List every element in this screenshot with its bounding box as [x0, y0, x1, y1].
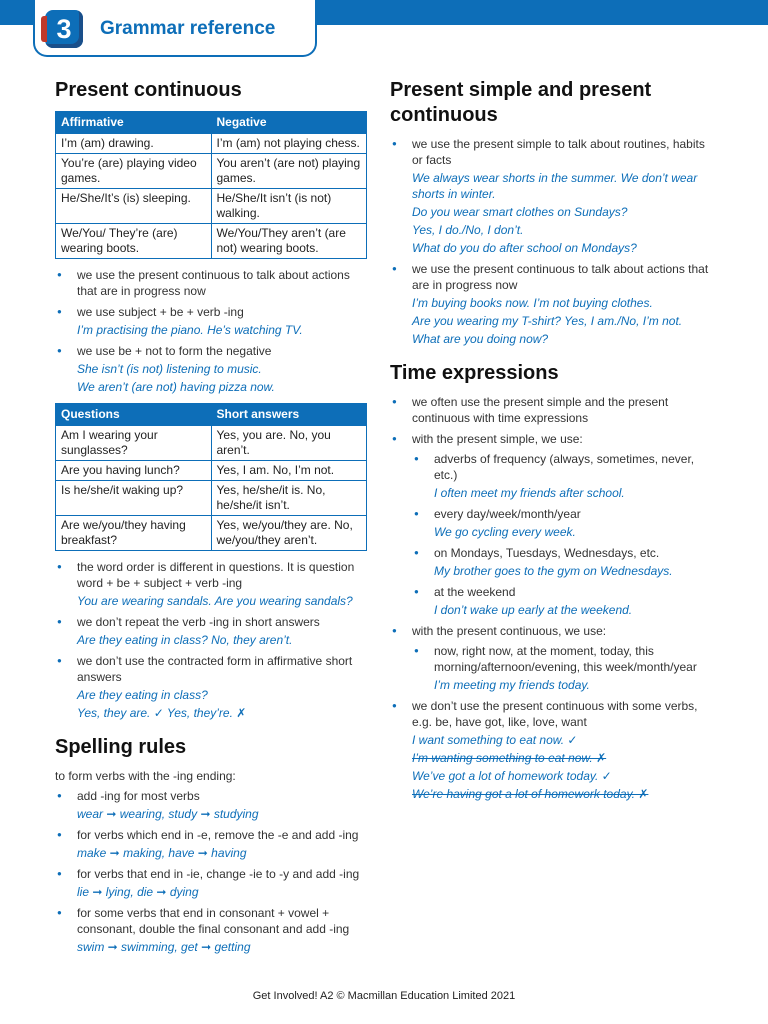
list-item: ● we don’t use the contracted form in affirmative short answers Are they eating in class? Yes, they are. ✓ Yes, they’re. ✗: [55, 653, 367, 721]
bullet-list: [55, 267, 367, 395]
example-incorrect: We’re having got a lot of homework today. ✗: [412, 787, 649, 801]
example: I don’t wake up early at the weekend.: [434, 603, 633, 617]
example: We go cycling every week.: [434, 525, 576, 539]
section-heading-simple-vs-continuous: Present simple and present continuous: [390, 79, 652, 126]
example: Do you wear smart clothes on Sundays?: [412, 205, 628, 219]
section-heading-spelling-rules: Spelling rules: [55, 736, 187, 758]
bullet-list: [390, 394, 710, 802]
section-heading-time-expressions: Time expressions: [390, 362, 559, 384]
example: I’m buying books now. I’m not buying clothes.: [412, 296, 653, 310]
example: Are you wearing my T-shirt? Yes, I am./No, I’m not.: [412, 314, 683, 328]
example: Are they eating in class?: [77, 688, 208, 702]
list-item: ● for verbs which end in -e, remove the -e and add -ing make ➞ making, have ➞ having: [55, 827, 367, 861]
bullet-list: [390, 136, 710, 347]
sub-list: [412, 451, 710, 618]
sub-list-item: ● on Mondays, Tuesdays, Wednesdays, etc. My brother goes to the gym on Wednesdays.: [412, 545, 710, 579]
table-row: [56, 224, 367, 259]
table-cell: He/She/It’s (is) sleeping.: [56, 189, 212, 224]
table-cell: I’m (am) not playing chess.: [211, 134, 367, 154]
table-cell: He/She/It isn’t (is not) walking.: [211, 189, 367, 224]
bullet-list: [55, 788, 367, 955]
table-row: [56, 516, 367, 551]
list-item: ● with the present continuous, we use: ● now, right now, at the moment, today, this morning/afternoon/evening, this week/month/year I’m meeting my friends today.: [390, 623, 710, 693]
page-footer: Get Involved! A2 © Macmillan Education Limited 2021: [252, 990, 516, 1002]
list-item: ● the word order is different in questions. It is question word + be + subject + verb -ing You are wearing sandals. Are you wearing sandals?: [55, 559, 367, 609]
table-row: [56, 461, 367, 481]
example: I’m meeting my friends today.: [434, 678, 590, 692]
table-row: [56, 154, 367, 189]
table-cell: You’re (are) playing video games.: [56, 154, 212, 189]
table-cell: Yes, I am. No, I’m not.: [211, 461, 367, 481]
list-item: ● add -ing for most verbs wear ➞ wearing, study ➞ studying: [55, 788, 367, 822]
list-item: ● for some verbs that end in consonant + vowel + consonant, double the final consonant and add -ing swim ➞ swimming, get ➞ getting: [55, 905, 367, 955]
table-header: Short answers: [211, 404, 367, 426]
example: My brother goes to the gym on Wednesdays.: [434, 564, 673, 578]
list-item: ● we don’t repeat the verb -ing in short answers Are they eating in class? No, they aren’t.: [55, 614, 367, 648]
example: We always wear shorts in the summer. We don’t wear shorts in winter.: [412, 171, 698, 201]
table-header: Negative: [211, 112, 367, 134]
example-incorrect: I’m wanting something to eat now. ✗: [412, 751, 607, 765]
example: wear ➞ wearing, study ➞ studying: [77, 807, 259, 821]
table-cell: We/You/They aren’t (are not) wearing boots.: [211, 224, 367, 259]
bullet-list: [55, 559, 367, 721]
table-cell: Yes, you are. No, you aren’t.: [211, 426, 367, 461]
list-item: ● we don’t use the present continuous with some verbs, e.g. be, have got, like, love, want I want something to eat now. ✓ I’m wanting something to eat now. ✗ We’ve got a lot of homework today. ✓ We’re having got a lot of homework today. ✗: [390, 698, 710, 802]
example: What do you do after school on Mondays?: [412, 241, 637, 255]
table-cell: Am I wearing your sunglasses?: [56, 426, 212, 461]
left-column: [55, 78, 367, 960]
example: Are they eating in class? No, they aren’t.: [77, 633, 293, 647]
table-header: Questions: [56, 404, 212, 426]
table-row: [56, 426, 367, 461]
table-row: [56, 189, 367, 224]
table-cell: Is he/she/it waking up?: [56, 481, 212, 516]
affirmative-negative-table: [55, 111, 367, 259]
questions-short-answers-table: [55, 403, 367, 551]
table-cell: We/You/ They’re (are) wearing boots.: [56, 224, 212, 259]
example: You are wearing sandals. Are you wearing sandals?: [77, 594, 353, 608]
list-item: ● we use subject + be + verb -ing I’m practising the piano. He’s watching TV.: [55, 304, 367, 338]
example: She isn’t (is not) listening to music.: [77, 362, 262, 376]
list-item: ● we use the present continuous to talk about actions that are in progress now I’m buying books now. I’m not buying clothes. Are you wearing my T-shirt? Yes, I am./No, I’m not. What are you doing now?: [390, 261, 710, 347]
example: We aren’t (are not) having pizza now.: [77, 380, 275, 394]
table-row: [56, 134, 367, 154]
table-cell: Are we/you/they having breakfast?: [56, 516, 212, 551]
example: I often meet my friends after school.: [434, 486, 625, 500]
table-cell: You aren’t (are not) playing games.: [211, 154, 367, 189]
example: Yes, they are. ✓ Yes, they’re. ✗: [77, 706, 247, 720]
unit-number-badge: 3: [45, 10, 83, 48]
table-cell: Are you having lunch?: [56, 461, 212, 481]
unit-header: [33, 0, 317, 57]
list-item: ● we often use the present simple and the present continuous with time expressions: [390, 394, 710, 426]
table-cell: Yes, he/she/it is. No, he/she/it isn’t.: [211, 481, 367, 516]
table-header-row: [56, 112, 367, 134]
sub-list-item: ● every day/week/month/year We go cycling every week.: [412, 506, 710, 540]
right-column: [390, 78, 710, 807]
sub-list: [412, 643, 710, 693]
table-cell: Yes, we/you/they are. No, we/you/they aren’t.: [211, 516, 367, 551]
table-header-row: [56, 404, 367, 426]
sub-list-item: ● at the weekend I don’t wake up early at the weekend.: [412, 584, 710, 618]
example: I want something to eat now. ✓: [412, 733, 578, 747]
sub-list-item: ● now, right now, at the moment, today, this morning/afternoon/evening, this week/month/year I’m meeting my friends today.: [412, 643, 710, 693]
example: lie ➞ lying, die ➞ dying: [77, 885, 199, 899]
list-item: ● with the present simple, we use: ● adverbs of frequency (always, sometimes, never, etc.) I often meet my friends after school. ● every day/week/month/year We go cycling every week. ● on Mondays, Tuesdays, Wednesdays, etc. My brother goes to the gym on Wednesdays. ● at the weekend I don’t wake up early at the weekend.: [390, 431, 710, 618]
table-header: Affirmative: [56, 112, 212, 134]
section-intro: to form verbs with the -ing ending:: [55, 769, 236, 783]
example: I’m practising the piano. He’s watching TV.: [77, 323, 303, 337]
list-item: ● for verbs that end in -ie, change -ie to -y and add -ing lie ➞ lying, die ➞ dying: [55, 866, 367, 900]
list-item: ● we use the present continuous to talk about actions that are in progress now: [55, 267, 367, 299]
example: Yes, I do./No, I don’t.: [412, 223, 524, 237]
example: swim ➞ swimming, get ➞ getting: [77, 940, 251, 954]
list-item: ● we use be + not to form the negative She isn’t (is not) listening to music. We aren’t (are not) having pizza now.: [55, 343, 367, 395]
section-heading-present-continuous: Present continuous: [55, 79, 242, 101]
table-cell: I’m (am) drawing.: [56, 134, 212, 154]
list-item: ● we use the present simple to talk about routines, habits or facts We always wear shorts in the summer. We don’t wear shorts in winter. Do you wear smart clothes on Sundays? Yes, I do./No, I don’t. What do you do after school on Mondays?: [390, 136, 710, 256]
page-title: Grammar reference: [100, 18, 276, 39]
example: make ➞ making, have ➞ having: [77, 846, 247, 860]
sub-list-item: ● adverbs of frequency (always, sometimes, never, etc.) I often meet my friends after school.: [412, 451, 710, 501]
table-row: [56, 481, 367, 516]
example: We’ve got a lot of homework today. ✓: [412, 769, 612, 783]
example: What are you doing now?: [412, 332, 549, 346]
